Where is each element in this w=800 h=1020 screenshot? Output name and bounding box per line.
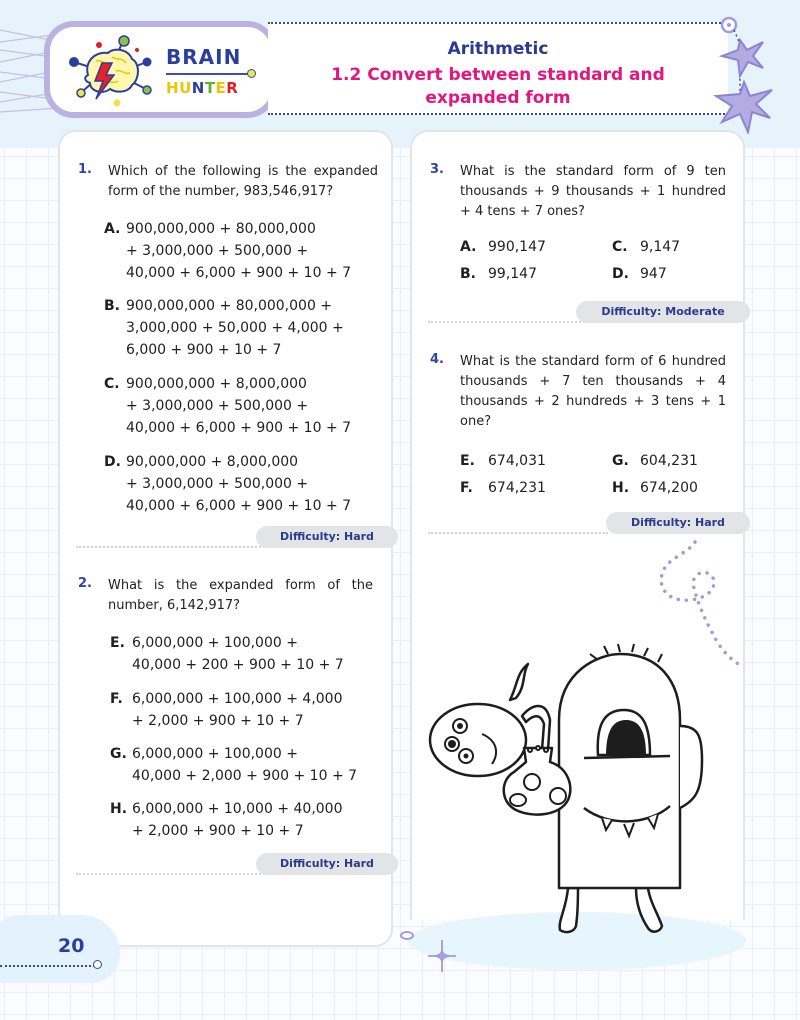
option-h[interactable] — [110, 798, 380, 842]
option-line: 6,000,000 + 100,000 + 4,000 — [132, 691, 343, 707]
option-line: 6,000,000 + 100,000 + — [132, 635, 298, 651]
logo-letter: T — [204, 79, 216, 97]
logo-letter: U — [179, 79, 192, 97]
option-letter: C. — [612, 239, 628, 255]
option-d[interactable] — [104, 451, 384, 517]
option-text: 990,147 — [488, 239, 546, 255]
option-letter: E. — [110, 635, 125, 651]
option-text: 674,200 — [640, 480, 698, 496]
page-number: 20 — [58, 935, 85, 957]
brain-hunter-logo — [44, 21, 277, 118]
option-letter: G. — [110, 746, 127, 762]
option-letter: E. — [460, 453, 475, 469]
option-a[interactable] — [104, 218, 384, 284]
option-letter: F. — [110, 691, 123, 707]
option-letter: A. — [104, 221, 121, 237]
question-text: What is the expanded form of the number, 6,142,917? — [108, 578, 373, 613]
option-line: 90,000,000 + 8,000,000 — [126, 454, 299, 470]
brain-lightning-icon — [62, 33, 157, 108]
logo-divider-dot — [247, 69, 256, 78]
question-text: What is the standard form of 6 hundred thousands + 7 ten thousands + 4 thousands + 2 hundreds + 3 tens + 1 one? — [460, 354, 726, 429]
page-number-rule-end — [93, 960, 102, 969]
monster-illustration — [420, 640, 750, 950]
option-text — [126, 295, 344, 361]
option-line: 6,000,000 + 100,000 + — [132, 746, 298, 762]
option-line: 40,000 + 2,000 + 900 + 10 + 7 — [132, 768, 358, 784]
sparkle-icon — [428, 940, 456, 972]
question-number: 4. — [430, 352, 444, 367]
option-line: + 3,000,000 + 500,000 + — [126, 476, 309, 492]
option-c[interactable] — [104, 373, 384, 439]
star-decoration-icon — [700, 14, 780, 134]
topic-title: 1.2 Convert between standard and expanded form — [331, 65, 665, 108]
option-f[interactable] — [110, 688, 380, 732]
difficulty-badge: Difficulty: Hard — [606, 512, 750, 534]
logo-letter: E — [215, 79, 227, 97]
section-divider — [428, 532, 608, 534]
option-line: + 3,000,000 + 500,000 + — [126, 243, 309, 259]
option-letter: D. — [612, 266, 629, 282]
logo-letter: R — [226, 79, 239, 97]
title-banner — [268, 22, 728, 115]
option-line: 40,000 + 6,000 + 900 + 10 + 7 — [126, 498, 352, 514]
subject-title: Arithmetic — [447, 39, 549, 59]
option-letter: H. — [612, 480, 630, 496]
option-line: 40,000 + 6,000 + 900 + 10 + 7 — [126, 420, 352, 436]
logo-letter: H — [166, 79, 180, 97]
option-letter: B. — [104, 298, 120, 314]
question-number: 3. — [430, 162, 444, 177]
option-text — [132, 743, 357, 787]
option-text: 674,231 — [488, 480, 546, 496]
option-letter: B. — [460, 266, 476, 282]
option-text: 9,147 — [640, 239, 681, 255]
option-letter: H. — [110, 801, 128, 817]
option-line: 900,000,000 + 80,000,000 — [126, 221, 316, 237]
logo-hunter-word — [166, 79, 238, 97]
question-text: Which of the following is the expanded form of the number, 983,546,917? — [108, 164, 378, 199]
option-e[interactable] — [110, 632, 380, 676]
difficulty-badge: Difficulty: Moderate — [576, 301, 750, 323]
section-divider — [76, 873, 276, 875]
option-line: 900,000,000 + 80,000,000 + — [126, 298, 333, 314]
ring-decoration — [400, 931, 414, 940]
option-line: 3,000,000 + 50,000 + 4,000 + — [126, 320, 344, 336]
option-text — [132, 798, 343, 842]
question-number: 1. — [78, 162, 92, 177]
option-g[interactable] — [110, 743, 380, 787]
option-text — [132, 688, 343, 732]
page-number-rule — [0, 965, 95, 967]
option-line: 40,000 + 200 + 900 + 10 + 7 — [132, 657, 344, 673]
option-letter: F. — [460, 480, 473, 496]
questions-card-left — [58, 130, 393, 947]
logo-divider — [166, 73, 248, 75]
option-line: 6,000 + 900 + 10 + 7 — [126, 342, 282, 358]
option-text — [132, 632, 344, 676]
option-text — [126, 451, 351, 517]
option-line: + 3,000,000 + 500,000 + — [126, 398, 309, 414]
section-divider — [428, 321, 588, 323]
option-letter: C. — [104, 376, 120, 392]
option-text — [126, 218, 351, 284]
difficulty-badge: Difficulty: Hard — [256, 853, 398, 875]
option-letter: G. — [612, 453, 629, 469]
option-text — [126, 373, 351, 439]
option-text: 604,231 — [640, 453, 698, 469]
option-line: 40,000 + 6,000 + 900 + 10 + 7 — [126, 265, 352, 281]
option-line: + 2,000 + 900 + 10 + 7 — [132, 823, 304, 839]
question-number: 2. — [78, 576, 92, 591]
difficulty-badge: Difficulty: Hard — [256, 526, 398, 548]
option-line: 6,000,000 + 10,000 + 40,000 — [132, 801, 343, 817]
option-letter: D. — [104, 454, 121, 470]
logo-letter: N — [191, 79, 205, 97]
option-b[interactable] — [104, 295, 384, 361]
section-divider — [76, 546, 276, 548]
option-text: 99,147 — [488, 266, 537, 282]
question-text: What is the standard form of 9 ten thousands + 9 thousands + 1 hundred + 4 tens + 7 ones? — [460, 164, 726, 219]
option-line: 900,000,000 + 8,000,000 — [126, 376, 307, 392]
option-text: 674,031 — [488, 453, 546, 469]
option-text: 947 — [640, 266, 667, 282]
option-line: + 2,000 + 900 + 10 + 7 — [132, 713, 304, 729]
logo-brain-word: BRAIN — [166, 45, 242, 69]
option-letter: A. — [460, 239, 477, 255]
